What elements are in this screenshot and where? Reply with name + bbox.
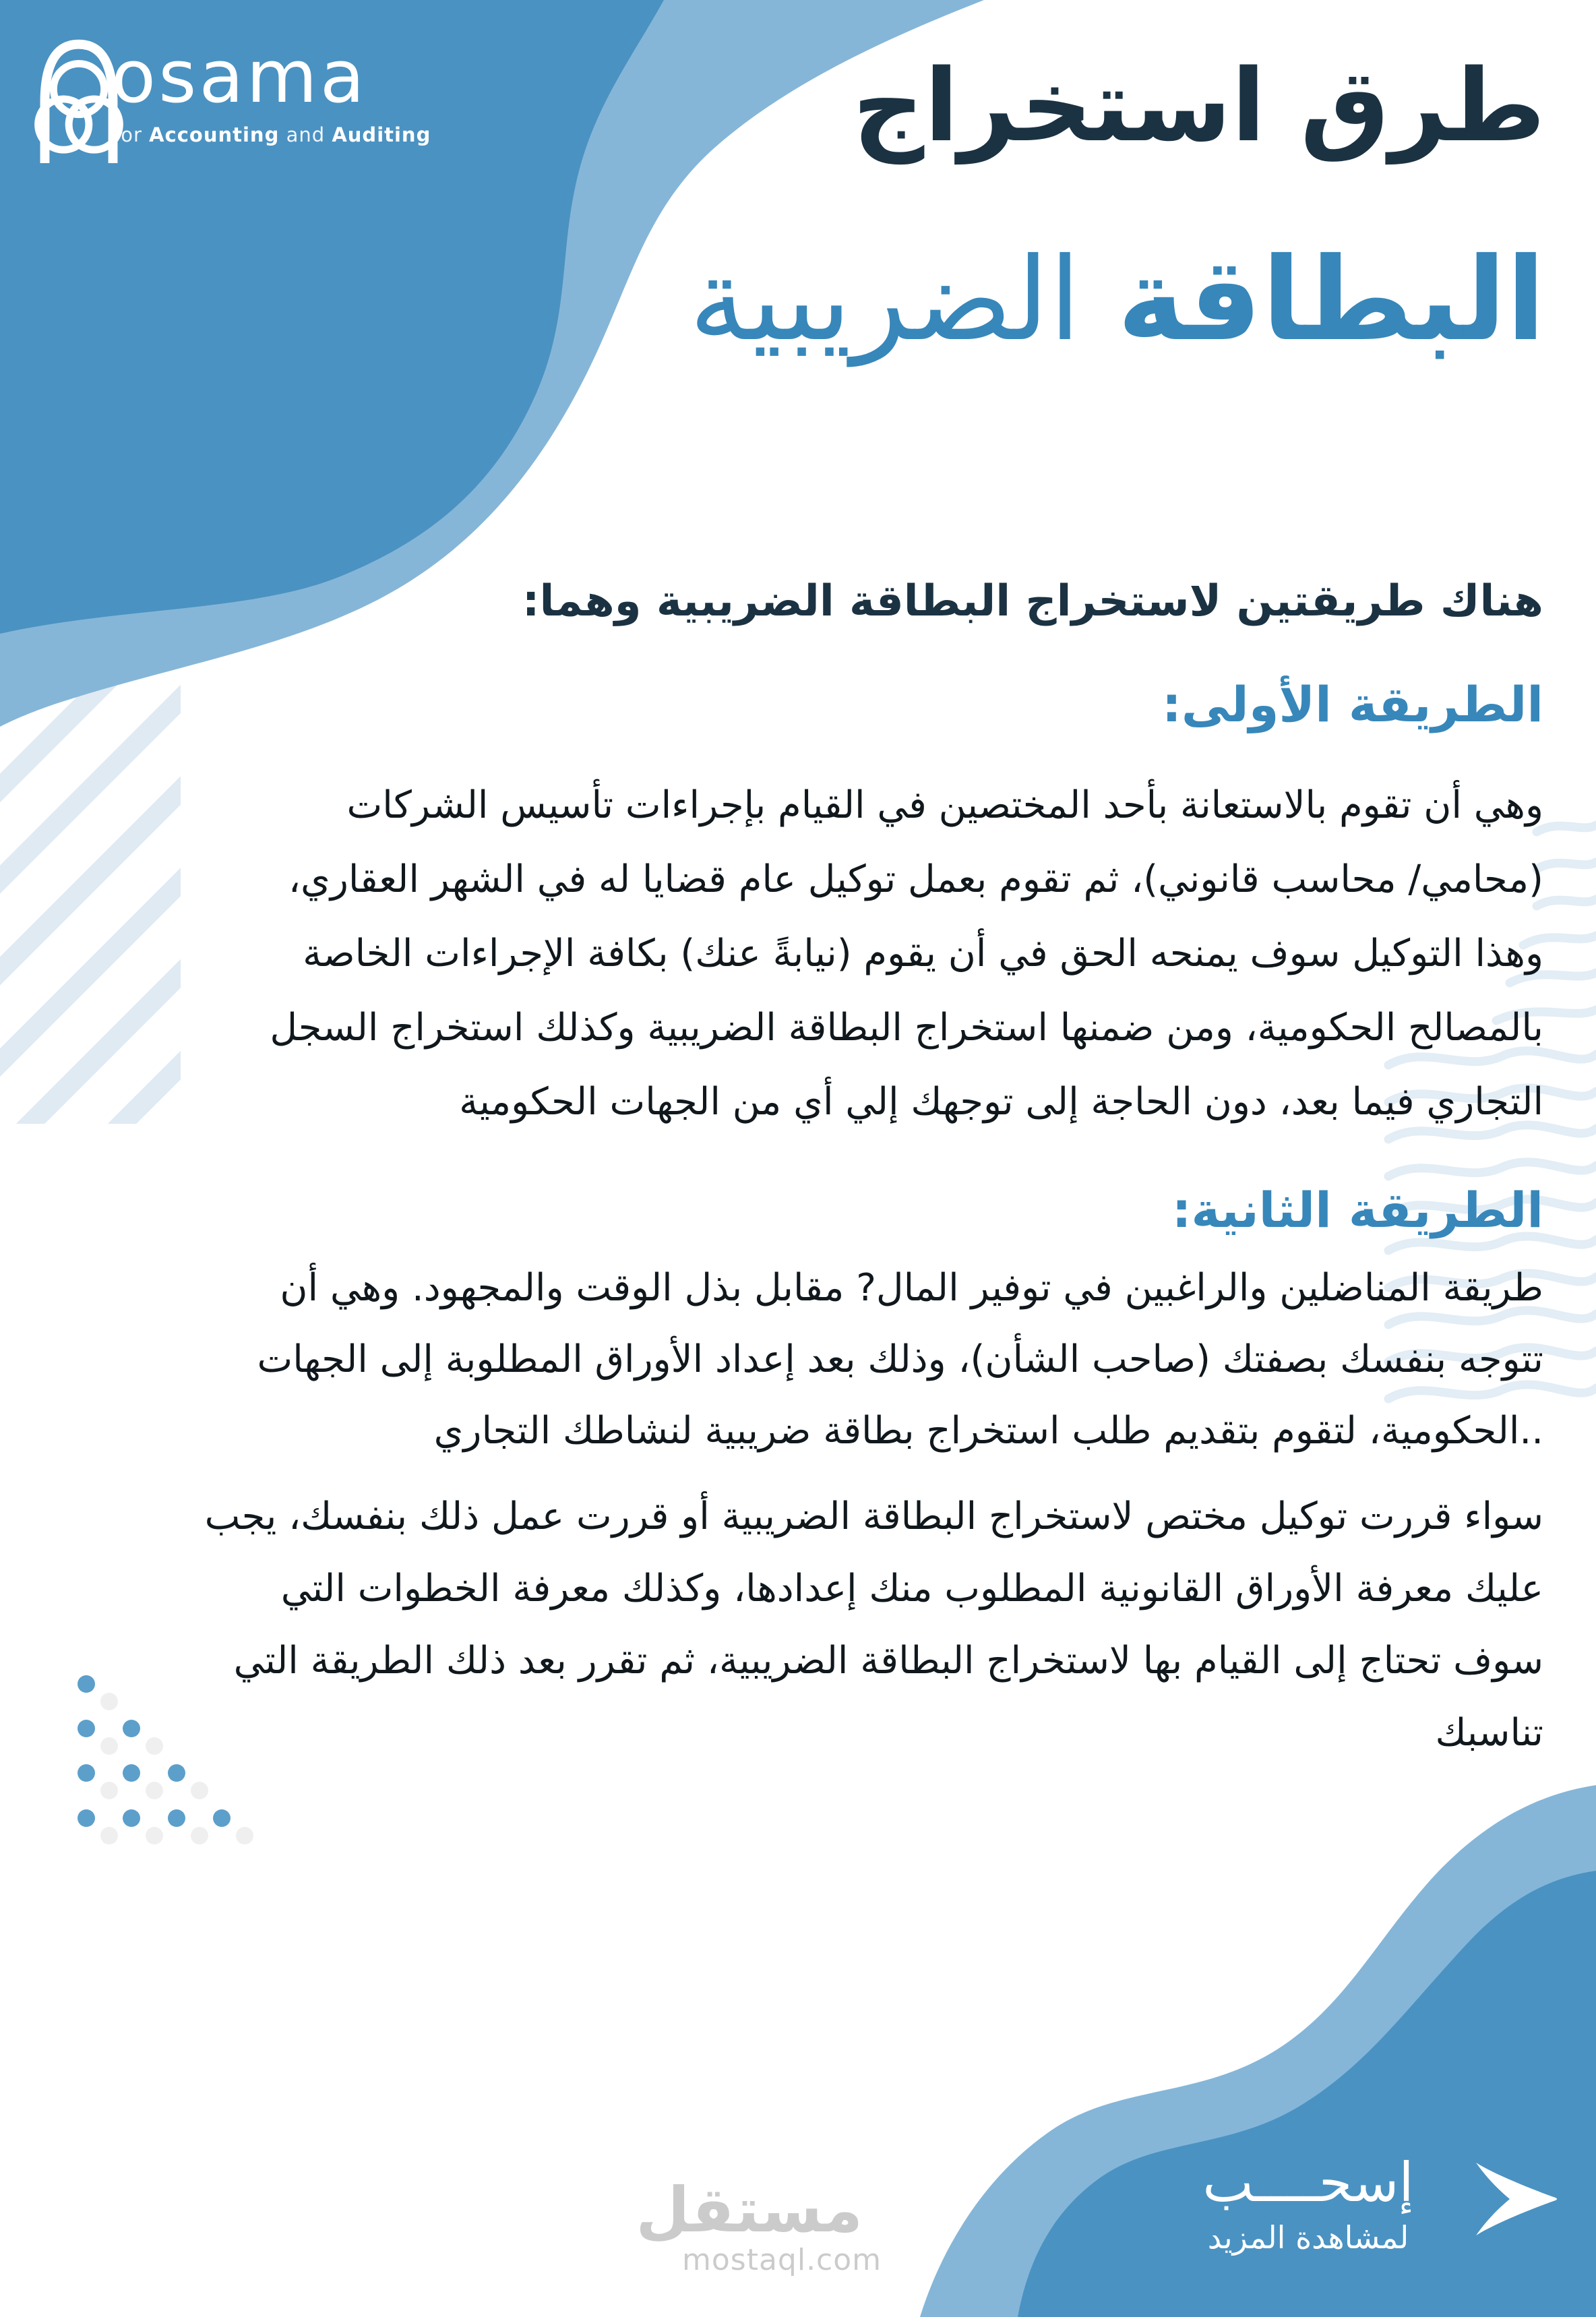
paragraph-line: وهي أن تقوم بالاستعانة بأحد المختصين في القيام بإجراءات تأسيس الشركات [346, 783, 1543, 827]
tagline-accounting: Accounting [149, 123, 280, 146]
page-title-line2-rest: الضريبية [689, 233, 1081, 367]
brand-tagline [113, 123, 431, 146]
tagline-for: for [113, 123, 142, 146]
mostaql-watermark [636, 2174, 882, 2277]
paragraph-line: وهذا التوكيل سوف يمنحه الحق في أن يقوم (نيابةً عنك) بكافة الإجراءات الخاصة [303, 932, 1543, 975]
page-title-line1: طرق استخراج [852, 48, 1545, 164]
paragraph-line: بالمصالح الحكومية، ومن ضمنها استخراج البطاقة الضريبية وكذلك استخراج السجل [270, 1006, 1543, 1050]
tagline-and: and [286, 123, 326, 146]
chevron-right-icon [1472, 2161, 1560, 2237]
swipe-cta-subtitle: لمشاهدة المزيد [1207, 2219, 1409, 2256]
paragraph-line: تتوجه بنفسك بصفتك (صاحب الشأن)، وذلك بعد إعداد الأوراق المطلوبة إلى الجهات [257, 1337, 1543, 1381]
tagline-auditing: Auditing [332, 123, 431, 146]
method1-paragraph [270, 769, 1543, 1139]
method2-heading: الطريقة الثانية: [1171, 1182, 1543, 1238]
watermark-arabic: مستقل [636, 2174, 863, 2246]
paragraph-line: سوف تحتاج إلى القيام بها لاستخراج البطاقة الضريبية، ثم تقرر بعد ذلك الطريقة التي [233, 1639, 1543, 1683]
paragraph-line: تناسبك [1435, 1711, 1543, 1755]
paragraph-line: (محامي/ محاسب قانوني)، ثم تقوم بعمل توكيل عام قضايا له في الشهر العقاري، [288, 857, 1543, 901]
swipe-cta-label: إسحــــب [1202, 2151, 1414, 2214]
intro-heading: هناك طريقتين لاستخراج البطاقة الضريبية وهما: [522, 576, 1543, 626]
paragraph-line: طريقة المناضلين والراغبين في توفير المال? مقابل بذل الوقت والمجهود. وهي أن [280, 1266, 1543, 1310]
swipe-cta[interactable] [1179, 2152, 1438, 2257]
closing-paragraph [205, 1480, 1543, 1769]
brand-name: osama [111, 35, 367, 119]
paragraph-line: التجاري فيما بعد، دون الحاجة إلى توجهك إلي أي من الجهات الحكومية [459, 1080, 1543, 1124]
watermark-latin: mostaql.com [682, 2243, 882, 2277]
method2-paragraph [257, 1253, 1543, 1467]
paragraph-line: عليك معرفة الأوراق القانونية المطلوب منك إعدادها، وكذلك معرفة الخطوات التي [280, 1567, 1543, 1611]
paragraph-line: ..الحكومية، لتقوم بتقديم طلب استخراج بطاقة ضريبية لنشاطك التجاري [433, 1409, 1543, 1453]
page-title-line2-bold: البطاقة [1117, 233, 1545, 367]
page-title-line2 [689, 202, 1545, 398]
method1-heading: الطريقة الأولى: [1162, 676, 1543, 733]
paragraph-line: سواء قررت توكيل مختص لاستخراج البطاقة الضريبية أو قررت عمل ذلك بنفسك، يجب [204, 1495, 1543, 1538]
